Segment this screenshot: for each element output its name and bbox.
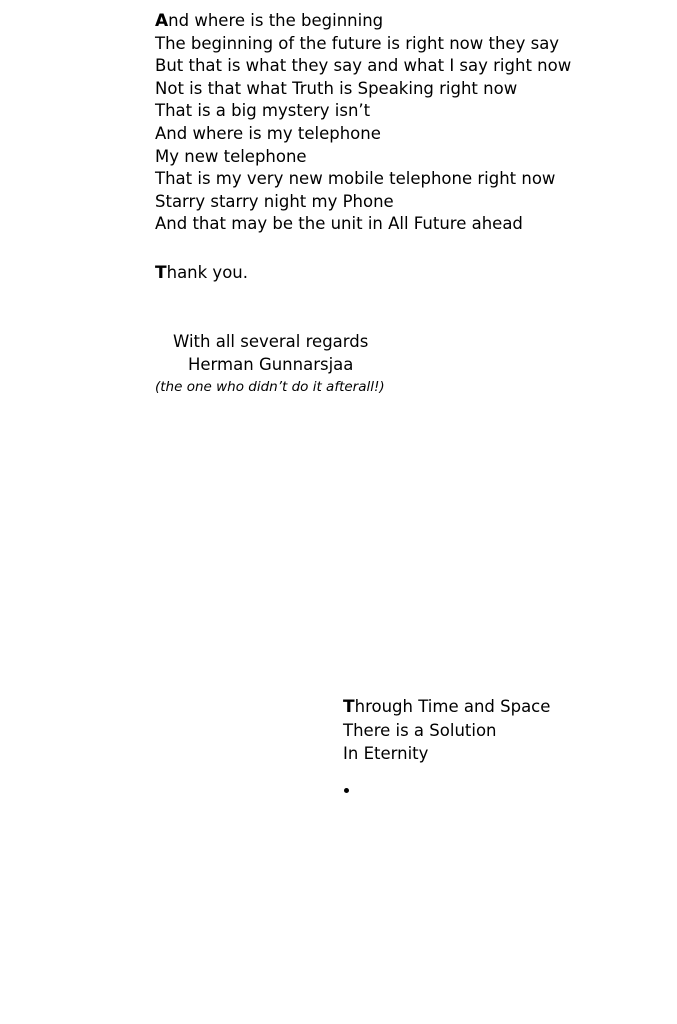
drop-initial: A bbox=[155, 11, 169, 31]
poem-line bbox=[155, 10, 571, 33]
verse-line bbox=[343, 742, 550, 765]
poem-line-text: That is my very new mobile telephone right now bbox=[155, 169, 556, 189]
regards-line: With all several regards bbox=[173, 332, 369, 351]
signature-note: (the one who didn’t do it afterall!) bbox=[155, 379, 385, 395]
verse-line bbox=[343, 695, 550, 719]
poem-line bbox=[155, 146, 571, 169]
poem-line-text: That is a big mystery isn’t bbox=[155, 101, 371, 121]
drop-initial: T bbox=[155, 263, 167, 283]
poem-line-text: But that is what they say and what I say right now bbox=[155, 56, 572, 76]
poem-line-text: And that may be the unit in All Future ahead bbox=[155, 214, 523, 234]
poem-line bbox=[155, 123, 571, 146]
poem-line bbox=[155, 33, 571, 56]
poem-line-text: Not is that what Truth is Speaking right now bbox=[155, 78, 518, 98]
poem-line-text: And where is my telephone bbox=[155, 123, 381, 143]
thanks-line bbox=[155, 262, 248, 284]
poem-line bbox=[155, 55, 571, 78]
poem-line bbox=[155, 168, 571, 191]
poem-line-text: My new telephone bbox=[155, 146, 307, 166]
signature-name: Herman Gunnarsjaa bbox=[188, 355, 354, 374]
thanks-text: hank you. bbox=[166, 263, 248, 282]
poem-line bbox=[155, 213, 571, 236]
verse-line-text: hrough Time and Space bbox=[354, 697, 551, 716]
poem-line bbox=[155, 191, 571, 214]
poem-line-text: The beginning of the future is right now they say bbox=[155, 33, 560, 53]
poem-line-text: nd where is the beginning bbox=[168, 11, 384, 30]
verse-line bbox=[343, 719, 550, 742]
poem-line-text: Starry starry night my Phone bbox=[155, 191, 394, 211]
drop-initial: T bbox=[343, 697, 355, 717]
poem-line bbox=[155, 100, 571, 123]
closing-verse bbox=[343, 695, 550, 765]
poem-line bbox=[155, 78, 571, 101]
verse-line-text: There is a Solution bbox=[343, 721, 497, 740]
verse-line-text: In Eternity bbox=[343, 744, 429, 763]
poem-block bbox=[155, 10, 571, 236]
bullet-dot bbox=[344, 788, 349, 793]
